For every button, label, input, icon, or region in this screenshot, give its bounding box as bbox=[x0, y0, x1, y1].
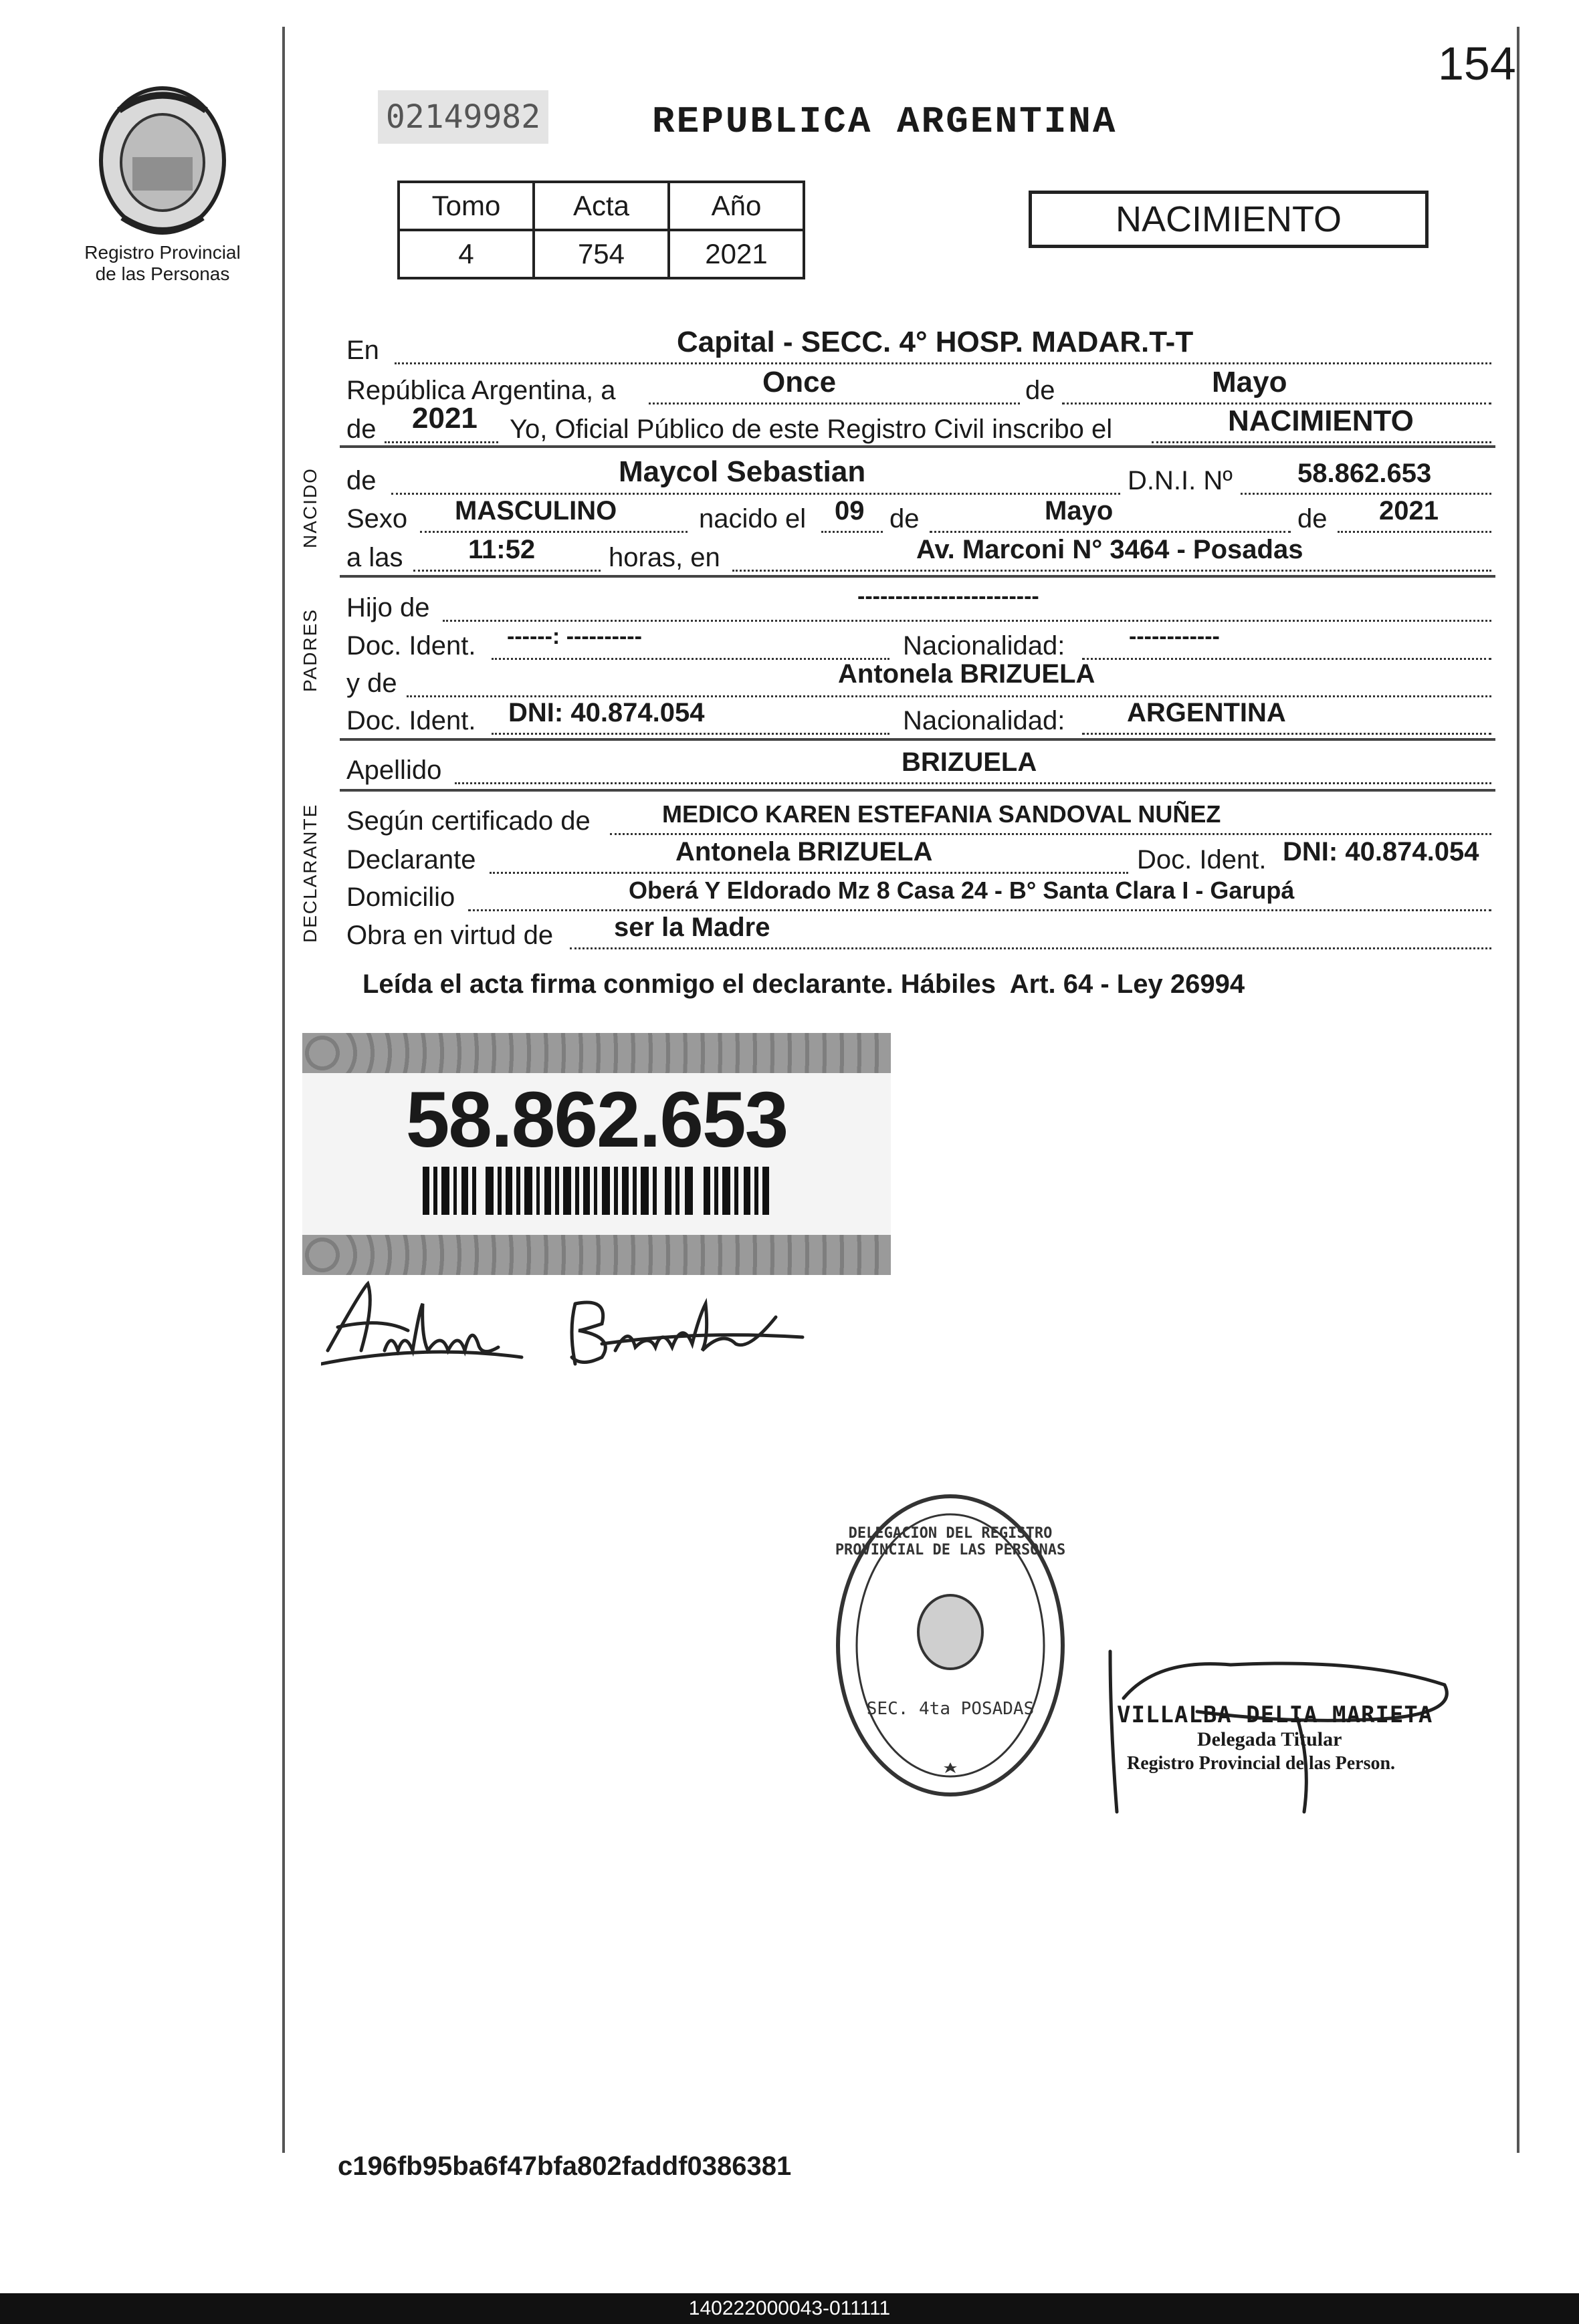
father-nat-label: Nacionalidad: bbox=[903, 631, 1065, 661]
day-value: Once bbox=[762, 366, 837, 398]
month-value: Mayo bbox=[1212, 366, 1287, 398]
sticker-top-band bbox=[302, 1033, 891, 1073]
mother-nat-label: Nacionalidad: bbox=[903, 706, 1065, 735]
birth-time: 11:52 bbox=[468, 535, 536, 564]
birth-day: 09 bbox=[835, 496, 865, 526]
certificate-value: MEDICO KAREN ESTEFANIA SANDOVAL NUÑEZ bbox=[662, 800, 1221, 828]
horas-label: horas, en bbox=[609, 543, 720, 572]
separator-2 bbox=[340, 575, 1495, 578]
official-name: VILLALBA DELIA MARIETA bbox=[1117, 1702, 1433, 1728]
footer-bar bbox=[0, 2293, 1579, 2324]
declarant-signature bbox=[321, 1264, 816, 1377]
child-name: Maycol Sebastian bbox=[619, 455, 866, 488]
cert-label: Según certificado de bbox=[346, 806, 591, 836]
mother-doc: DNI: 40.874.054 bbox=[508, 698, 705, 727]
birth-place: Av. Marconi N° 3464 - Posadas bbox=[916, 535, 1303, 564]
sticker-number: 58.862.653 bbox=[405, 1076, 788, 1164]
official-title: Delegada Titular bbox=[1197, 1728, 1342, 1750]
en-label: En bbox=[346, 336, 379, 365]
logo-caption-line2: de las Personas bbox=[95, 263, 230, 284]
declarante-doc: DNI: 40.874.054 bbox=[1283, 837, 1479, 866]
closing-text: Leída el acta firma conmigo el declarante. Hábiles Art. 64 - Ley 26994 bbox=[362, 969, 1245, 999]
declarante-label: Declarante bbox=[346, 845, 476, 875]
separator-4 bbox=[340, 789, 1495, 792]
record-type: NACIMIENTO bbox=[1115, 199, 1342, 239]
barcode-icon bbox=[423, 1167, 770, 1215]
stamp-inner-text: SEC. 4ta POSADAS bbox=[866, 1699, 1035, 1719]
republic-label: República Argentina, a bbox=[346, 376, 616, 405]
left-margin-line bbox=[282, 27, 285, 2153]
nacido-de-label-2: de bbox=[889, 504, 920, 534]
capacity-value: ser la Madre bbox=[614, 913, 770, 942]
mother-doc-label: Doc. Ident. bbox=[346, 706, 476, 735]
father-nationality: ------------ bbox=[1129, 624, 1220, 649]
child-dni: 58.862.653 bbox=[1297, 459, 1432, 488]
official-org: Registro Provincial de las Person. bbox=[1127, 1753, 1396, 1774]
apellido-label: Apellido bbox=[346, 756, 442, 785]
de-label-2: de bbox=[346, 415, 377, 444]
acta-header: Acta bbox=[534, 182, 669, 230]
father-doc-label: Doc. Ident. bbox=[346, 631, 476, 661]
dni-label: D.N.I. Nº bbox=[1128, 466, 1233, 495]
declarante-section-label: DECLARANTE bbox=[300, 803, 320, 943]
domicilio-label: Domicilio bbox=[346, 883, 455, 912]
padres-section-label: PADRES bbox=[300, 608, 320, 692]
record-type-box bbox=[1029, 191, 1429, 248]
hijo-label: Hijo de bbox=[346, 593, 430, 622]
stamp-outer-text: DELEGACION DEL REGISTRO PROVINCIAL DE LAS PERSONAS bbox=[835, 1525, 1066, 1558]
province-seal-icon bbox=[92, 84, 233, 237]
apellido-value: BRIZUELA bbox=[902, 747, 1037, 777]
declarante-name: Antonela BRIZUELA bbox=[675, 837, 933, 866]
tomo-value: 4 bbox=[399, 230, 534, 278]
footer-code: 140222000043-011111 bbox=[688, 2297, 891, 2319]
tomo-header: Tomo bbox=[399, 182, 534, 230]
anio-header: Año bbox=[669, 182, 804, 230]
year-value: 2021 bbox=[412, 402, 478, 435]
official-stamp bbox=[836, 1494, 1065, 1796]
nacido-de-label-3: de bbox=[1297, 504, 1328, 534]
mother-nationality: ARGENTINA bbox=[1127, 698, 1286, 727]
hash-code: c196fb95ba6f47bfa802faddf0386381 bbox=[338, 2152, 792, 2181]
yde-label: y de bbox=[346, 669, 397, 698]
nacido-el-label: nacido el bbox=[699, 504, 807, 534]
register-table bbox=[397, 181, 805, 279]
right-margin-line bbox=[1517, 27, 1519, 2153]
alas-label: a las bbox=[346, 543, 403, 572]
country-title: REPUBLICA ARGENTINA bbox=[652, 100, 1118, 143]
obra-label: Obra en virtud de bbox=[346, 921, 554, 950]
de-label-1: de bbox=[1025, 376, 1055, 405]
father-name: ------------------------ bbox=[857, 584, 1039, 609]
address-value: Oberá Y Eldorado Mz 8 Casa 24 - B° Santa Clara I - Garupá bbox=[629, 877, 1295, 904]
serial-number: 02149982 bbox=[378, 90, 548, 144]
father-doc: ------: ---------- bbox=[507, 624, 642, 649]
event-value: NACIMIENTO bbox=[1228, 404, 1414, 437]
sexo-label: Sexo bbox=[346, 504, 408, 534]
separator-1 bbox=[340, 445, 1495, 448]
birth-month: Mayo bbox=[1045, 496, 1114, 526]
nacido-section-label: NACIDO bbox=[300, 467, 320, 548]
anio-value: 2021 bbox=[669, 230, 804, 278]
place-value: Capital - SECC. 4° HOSP. MADAR.T-T bbox=[677, 326, 1194, 358]
declarante-doc-label: Doc. Ident. bbox=[1137, 845, 1267, 875]
acta-value: 754 bbox=[534, 230, 669, 278]
nacido-de-label: de bbox=[346, 466, 377, 495]
mother-name: Antonela BRIZUELA bbox=[838, 659, 1095, 689]
province-logo bbox=[92, 84, 233, 237]
sexo-value: MASCULINO bbox=[455, 496, 617, 526]
statement: Yo, Oficial Público de este Registro Civil inscribo el bbox=[510, 415, 1113, 444]
dni-sticker bbox=[302, 1033, 891, 1275]
page-number: 154 bbox=[1438, 37, 1516, 90]
birth-year: 2021 bbox=[1379, 496, 1439, 526]
separator-3 bbox=[340, 738, 1495, 741]
logo-caption-line1: Registro Provincial bbox=[84, 242, 241, 263]
